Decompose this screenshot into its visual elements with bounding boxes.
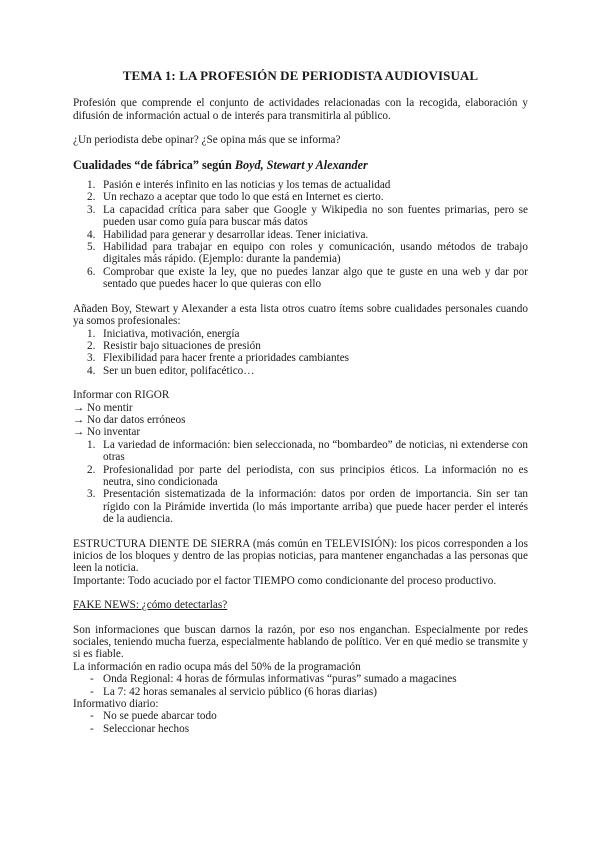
list-number: 1.: [87, 327, 96, 340]
page-title: TEMA 1: LA PROFESIÓN DE PERIODISTA AUDIOVISUAL: [122, 68, 479, 83]
list-number: 1.: [87, 438, 96, 451]
list-text: Profesionalidad por parte del periodista, con sus principios éticos. La información no es neutra, sino condicionada: [103, 463, 528, 488]
arrow-item: → No dar datos erróneos: [73, 413, 186, 426]
qualities-heading: [73, 159, 528, 171]
list-item: [73, 179, 528, 191]
list-text: Flexibilidad para hacer frente a prioridades cambiantes: [103, 352, 350, 365]
list-text: Habilidad para generar y desarrollar ideas. Tener iniciativa.: [103, 228, 369, 241]
personal-list: [73, 328, 528, 378]
list-text: Resistir bajo situaciones de presión: [103, 339, 261, 352]
list-number: 3.: [87, 488, 96, 501]
list-number: 4.: [87, 228, 96, 241]
list-dash: -: [90, 722, 94, 735]
list-item: [73, 673, 528, 685]
document-page: [73, 70, 528, 735]
list-item: [73, 439, 528, 464]
list-text: La capacidad crítica para saber que Google y Wikipedia no son fuentes primarias, pero se pueden usar como guía para buscar más datos: [103, 203, 528, 229]
list-number: 5.: [87, 241, 96, 254]
list-item: [73, 191, 528, 203]
fake-news-heading: [73, 599, 528, 611]
list-number: 3.: [87, 203, 96, 216]
list-text: Iniciativa, motivación, energía: [103, 327, 240, 340]
list-item: [73, 204, 528, 229]
list-dash: -: [90, 673, 94, 686]
radio-paragraph: La información en radio ocupa más del 50% de la programación: [73, 660, 361, 673]
important-paragraph: Importante: Todo acuciado por el factor TIEMPO como condicionante del proceso productivo.: [73, 574, 497, 587]
list-item: [73, 340, 528, 352]
list-item: [73, 229, 528, 241]
list-number: 1.: [87, 179, 96, 192]
list-item: [73, 266, 528, 291]
list-item: [73, 328, 528, 340]
list-item: [73, 464, 528, 489]
list-dash: -: [90, 710, 94, 723]
list-text: No se puede abarcar todo: [103, 710, 217, 723]
fake-news-paragraph: Son informaciones que buscan darnos la razón, por eso nos enganchan. Especialmente por redes sociales, teniendo mucha fuerza, especialmente hablando de político. Ver en qué medio se transmite y si es fiable.: [73, 623, 528, 661]
list-number: 2.: [87, 191, 96, 204]
list-number: 3.: [87, 352, 96, 365]
list-text: Ser un buen editor, polifacético…: [103, 364, 255, 377]
list-text: Comprobar que existe la ley, que no puedes lanzar algo que te guste en una web y dar por sentado que puedes hacer lo que quieras con ello: [103, 265, 528, 291]
list-text: La 7: 42 horas semanales al servicio público (6 horas diarias): [103, 685, 378, 698]
qualities-heading-prefix: Cualidades “de fábrica” según: [73, 157, 235, 172]
radio-list: [73, 673, 528, 698]
daily-list: [73, 710, 528, 735]
list-text: Pasión e interés infinito en las noticias y los temas de actualidad: [103, 179, 391, 192]
list-item: [73, 241, 528, 266]
list-text: Onda Regional: 4 horas de fórmulas informativas “puras” sumado a magacines: [103, 673, 457, 686]
list-text: Un rechazo a aceptar que todo lo que está en Internet es cierto.: [103, 191, 384, 204]
personal-intro: Añaden Boy, Stewart y Alexander a esta lista otros cuatro ítems sobre cualidades personales cuando ya somos profesionales:: [73, 302, 528, 328]
fake-news-heading-text: FAKE NEWS: ¿cómo detectarlas?: [73, 599, 228, 612]
intro-paragraph: Profesión que comprende el conjunto de actividades relacionadas con la recogida, elaboración y difusión de información actual o de interés para transmitirla al público.: [73, 97, 528, 122]
list-dash: -: [90, 685, 94, 698]
list-number: 6.: [87, 265, 96, 278]
arrow-item: → No inventar: [73, 426, 141, 439]
list-item: [73, 365, 528, 377]
qualities-heading-authors: Boyd, Stewart y Alexander: [234, 157, 368, 172]
list-number: 2.: [87, 463, 96, 476]
list-number: 4.: [87, 364, 96, 377]
list-text: Habilidad para trabajar en equipo con roles y comunicación, usando métodos de trabajo digitales más rápido. (Ejemplo: durante la pandemia): [103, 241, 528, 266]
qualities-list: [73, 179, 528, 291]
list-number: 2.: [87, 339, 96, 352]
rigor-heading: Informar con RIGOR: [73, 389, 170, 402]
list-item: [73, 723, 528, 735]
daily-heading: Informativo diario:: [73, 698, 159, 711]
list-text: Seleccionar hechos: [103, 722, 190, 735]
list-item: [73, 710, 528, 722]
question-paragraph: ¿Un periodista debe opinar? ¿Se opina más que se informa?: [73, 134, 341, 147]
rigor-list: [73, 439, 528, 526]
sierra-paragraph: ESTRUCTURA DIENTE DE SIERRA (más común en TELEVISIÓN): los picos corresponden a los inicios de los bloques y dentro de las propias noticias, para mantener enganchadas a las personas que leen la noticia.: [73, 537, 528, 575]
list-item: [73, 352, 528, 364]
arrow-item: → No mentir: [73, 401, 133, 414]
list-item: [73, 488, 528, 525]
list-text: Presentación sistematizada de la información: datos por orden de importancia. Sin ser tan rígido con la Pirámide invertida (lo más importante arriba) que puede hacer perder el interés de la audiencia.: [103, 488, 528, 526]
list-text: La variedad de información: bien seleccionada, no “bombardeo” de noticias, ni extenderse con otras: [103, 438, 528, 464]
list-item: [73, 686, 528, 698]
